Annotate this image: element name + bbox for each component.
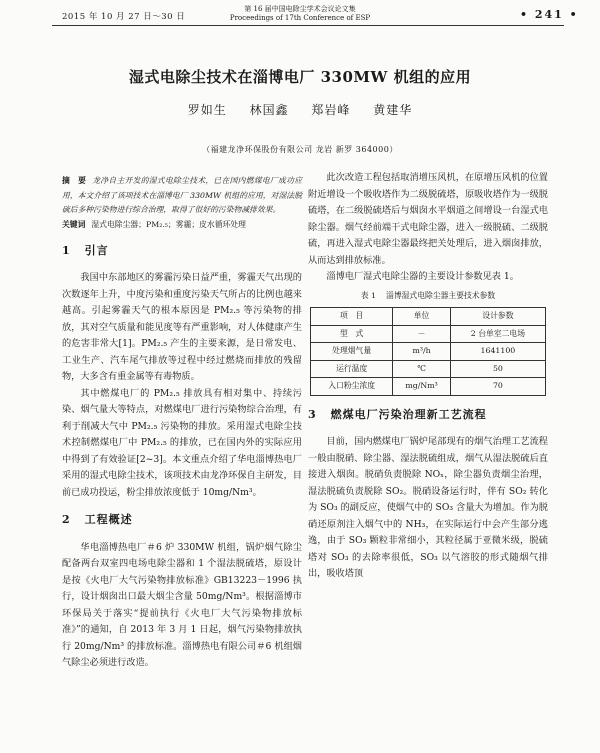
table-header-cell: 单位 <box>393 308 450 326</box>
header-date: 2015 年 10 月 27 日～30 日 <box>62 12 186 22</box>
section-heading-overview <box>62 512 302 529</box>
author: 罗如生 <box>187 103 227 117</box>
table-cell: m³/h <box>393 343 450 361</box>
table-header-row <box>311 308 546 326</box>
paragraph: 其中燃煤电厂的 PM₂.₅ 排放具有相对集中、持续污染、烟气量大等特点，对燃煤电厂进行污染物综合治理，有利于削减大气中 PM₂.₅ 污染物的排放。采用湿式电除尘技术控制燃煤电厂中 PM₂.₅ 的排放，已在国内外的实际应用中得到了有效验证[2~3]。本文重点介绍了华电淄博热电厂采用的湿式电除尘技术，该项技术由龙净环保自主研发，目前已成功投运，粉尘排放浓度低于 10mg/Nm³。 <box>62 387 302 498</box>
page-number-value: 241 <box>534 8 564 21</box>
table-caption-text: 淄博湿式电除尘器主要技术参数 <box>386 290 496 300</box>
table-header-cell: 设计参数 <box>450 308 545 326</box>
table-cell: ℃ <box>393 360 450 378</box>
header-conference <box>200 5 400 23</box>
section-number: 2 <box>62 513 71 526</box>
affiliation: （福建龙净环保股份有限公司 龙岩 新罗 364000） <box>202 145 398 154</box>
keywords-label: 关键词 <box>62 219 86 229</box>
section-title: 工程概述 <box>84 513 133 526</box>
section-number: 3 <box>308 407 317 421</box>
section-heading-intro <box>62 243 302 260</box>
conference-title-en: Proceedings of 17th Conference of ESP <box>229 14 371 22</box>
abstract-text: 龙净自主开发的湿式电除尘技术，已在国内燃煤电厂成功应用，本文介绍了该项技术在淄博电厂 330MW 机组的应用，对湿法脱硫后多种污染物进行综合治理，取得了很好的污染物减排效果。 <box>62 176 303 214</box>
paragraph: 淄博电厂湿式电除尘器的主要设计参数见表 1。 <box>326 271 519 282</box>
section-title: 引言 <box>84 243 109 257</box>
paragraph: 此次改造工程包括取消增压风机，在原增压风机的位置附近增设一个吸收塔作为二级脱硫塔，原吸收塔作为一级脱硫塔，在二级脱硫塔后与烟囱水平烟道之间增设一台湿式电除尘器。烟气经前端干式电除尘器，进入一级脱硫、二级脱硫，再进入湿式电除尘器最终把关处理后，进入烟囱排放，从而达到排放标准。 <box>308 172 548 266</box>
table-row <box>311 378 546 396</box>
table-row <box>311 343 546 361</box>
keywords <box>62 218 302 232</box>
table-cell: 2 台单室二电场 <box>450 325 545 343</box>
table-row <box>311 360 546 378</box>
table-cell: 运行温度 <box>311 360 393 378</box>
table-label: 表 1 <box>360 290 377 300</box>
paragraph: 华电淄博热电厂＃6 炉 330MW 机组，锅炉烟气除尘配备两台双室四电场电除尘器和 1 个湿法脱硫塔，原设计是按《火电厂大气污染物排放标准》GB13223－1996 执行，设计烟囱出口最大烟尘含量 50mg/Nm³。根据淄博市环保局关于落实“提前执行《火电厂大气污染物排放标准》”的通知，自 2013 年 3 月 1 日起，烟气污染物排放执行 20mg/Nm³ 的排放标准。淄博热电有限公司＃6 机组烟气除尘必须进行改造。 <box>62 541 302 668</box>
table-row <box>311 325 546 343</box>
parameters-table <box>310 307 546 396</box>
section-heading-process <box>308 407 548 424</box>
section-title: 燃煤电厂污染治理新工艺流程 <box>330 407 487 421</box>
author: 郑岩峰 <box>311 103 351 117</box>
table-cell: － <box>393 325 450 343</box>
table-cell: 处理烟气量 <box>311 343 393 361</box>
header-rule <box>52 25 564 26</box>
table-cell: 1641100 <box>450 343 545 361</box>
table-header-cell: 项 目 <box>311 308 393 326</box>
conference-title-cn: 第 16 届中国电除尘学术会议论文集 <box>244 5 356 13</box>
keywords-text: 湿式电除尘器；PM₂.₅；雾霾；皮水循环处理 <box>91 219 246 229</box>
right-column <box>308 170 548 583</box>
table-cell: 50 <box>450 360 545 378</box>
author: 黄建华 <box>373 103 413 117</box>
page-number: • 241 • <box>520 8 579 21</box>
section-number: 1 <box>62 243 71 257</box>
paragraph: 目前，国内燃煤电厂锅炉尾部现有的烟气治理工艺流程一般由脱硝、除尘器、湿法脱硫组成，烟气从湿法脱硫后直接进入烟囱。脱硝负责脱除 NOₓ，除尘器负责烟尘治理，湿法脱硫负责脱除 SO₂。脱硝设备运行时，伴有 SO₂ 转化为 SO₃ 的副反应，使烟气中的 SO₃ 含量大为增加。作为脱硝还原剂注入烟气中的 NH₃，在实际运行中会产生部分逃逸，由于 SO₃ 颗粒非常细小，其粒径属于亚微米级，脱硫塔对 SO₃ 的去除率很低，SO₃ 以气溶胶的形式随烟气排出，吸收塔顶 <box>308 436 548 579</box>
table-caption <box>308 288 548 305</box>
abstract <box>62 174 302 218</box>
table-cell: 型 式 <box>311 325 393 343</box>
author: 林国鑫 <box>249 103 289 117</box>
paragraph: 我国中东部地区的雾霾污染日益严重，雾霾天气出现的次数逐年上升，中度污染和重度污染天气所占的比例也越来越高。引起雾霾天气的根本原因是 PM₂.₅ 等污染物的排放，其对空气质量和能见度等有严重影响，对人体健康产生的危害非常大[1]。PM₂.₅ 产生的主要来源，是日常发电、工业生产、汽车尾气排放等过程中经过燃烧而排放的残留物，大多含有重金属等有毒物质。 <box>62 272 302 382</box>
authors <box>40 101 560 118</box>
table-cell: 入口粉尘浓度 <box>311 378 393 396</box>
abstract-label: 摘 要 <box>62 176 87 185</box>
table-cell: 70 <box>450 378 545 396</box>
paper-title: 湿式电除尘技术在淄博电厂 330MW 机组的应用 <box>128 68 472 86</box>
table-cell: mg/Nm³ <box>393 378 450 396</box>
left-column <box>62 174 302 672</box>
